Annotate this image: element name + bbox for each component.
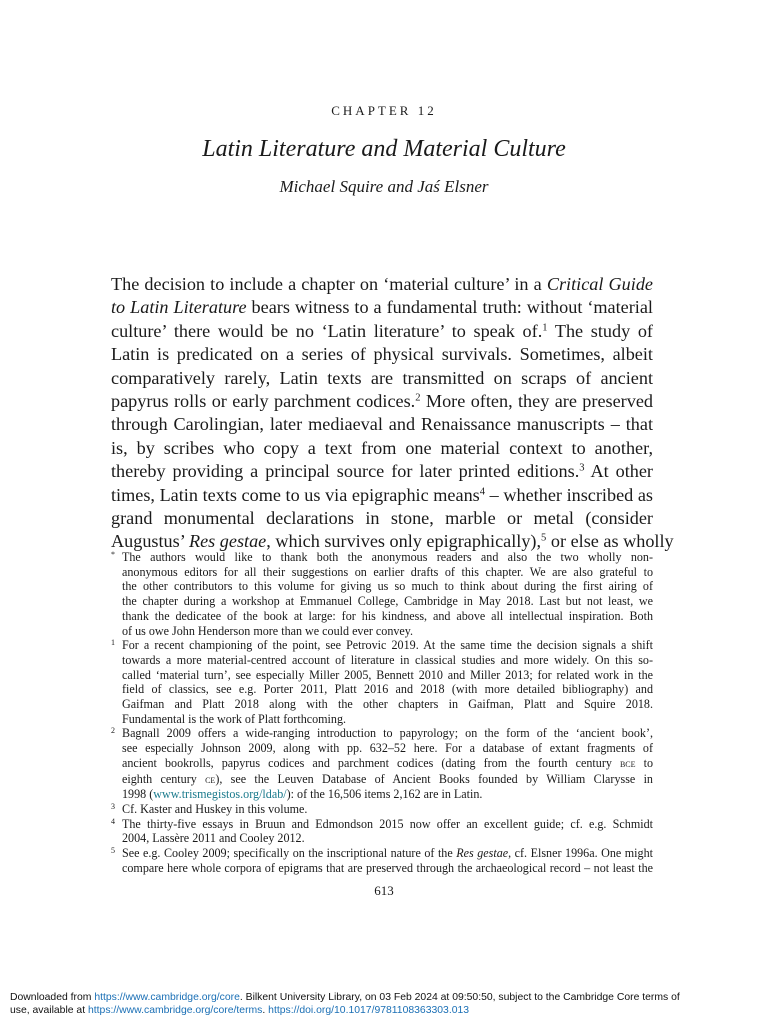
download-notice-line [10, 991, 760, 1004]
footnote-line: see especially Johnson 2009, along with pp. 632–52 here. For a database of extant fragments of [122, 741, 653, 756]
footnote-line: Fundamental is the work of Platt forthcoming. [122, 711, 347, 726]
body-text-segment: – whether inscribed as [485, 484, 653, 505]
body-line: through Carolingian, later mediaeval and Renaissance manuscripts – that [111, 414, 653, 435]
footnote-text-segment: ancient bookrolls, papyrus codices and parchment codices (dating from the fourth century [122, 755, 620, 770]
body-text-segment: bears witness to a fundamental truth: without ‘material [246, 297, 653, 318]
footnote-line: thank the dedicatee of the book at large: for his kindness, and above all intellectual inspiration. Both [122, 608, 653, 623]
footnote-line: Gaifman and Platt 2018 along with the other chapters in Gaifman, Platt and Squire 2018. [122, 697, 653, 712]
footnote-line: 2004, Lassère 2011 and Cooley 2012. [122, 831, 305, 846]
body-text-segment: culture’ there would be no ‘Latin literature’ to speak of. [111, 320, 543, 341]
book-title-italic: Critical Guide [546, 274, 653, 294]
footnote-marker: 2 [111, 726, 115, 736]
footnote-3 [111, 802, 653, 817]
footnote-marker: * [111, 550, 115, 559]
notice-text: Downloaded from [10, 992, 95, 1003]
footnote-line: of us owe John Henderson more than we could ever convey. [122, 623, 414, 638]
footnote-ref-2[interactable]: 2 [415, 392, 421, 404]
body-paragraph [111, 273, 674, 554]
footnote-line [122, 756, 653, 772]
body-text-segment: More often, they are preserved [420, 391, 653, 412]
footnote-line: the chapter during a workshop at Emmanuel College, Cambridge in May 2018. Last but not least, we [122, 594, 653, 609]
body-line [111, 460, 653, 483]
footnote-5 [111, 846, 653, 875]
footnote-line: called ‘material turn’, see especially Miller 2005, Bennett 2010 and Miller 2013; for related work in the [122, 667, 653, 682]
body-text-segment: , which survives only epigraphically), [266, 531, 542, 552]
footnote-line: The thirty-five essays in Bruun and Edmondson 2015 now offer an excellent guide; cf. e.g. Schmidt [122, 816, 653, 831]
footnote-text-segment: See e.g. Cooley 2009; specifically on the inscriptional nature of the [122, 846, 457, 861]
body-text-segment: papyrus rolls or early parchment codices. [111, 391, 416, 412]
page-number: 613 [374, 883, 394, 898]
footnotes [111, 550, 653, 875]
footnote-line [122, 787, 653, 802]
era-abbrev: bce [619, 757, 636, 770]
footnote-text-segment: , cf. Elsner 1996a. One might [508, 846, 654, 861]
footnote-line: anonymous editors for all their suggestions on earlier drafts of this chapter. We are also grateful to [122, 564, 653, 579]
body-text-segment: thereby providing a principal source for later printed editions. [111, 461, 580, 482]
footnote-line: towards a more material-centred account of literature in classical studies and more widely. On this so- [122, 652, 653, 667]
footnote-marker: 3 [111, 801, 115, 811]
download-notice-line [10, 1004, 760, 1017]
footnote-line: Bagnall 2009 offers a wide-ranging introduction to papyrology; on the form of the ‘ancient book’, [122, 726, 653, 741]
download-notice [10, 991, 760, 1018]
footnote-line: Cf. Kaster and Huskey in this volume. [122, 801, 308, 816]
footnote-marker: 5 [111, 846, 115, 856]
footnote-marker: 4 [111, 816, 115, 826]
body-line: grand monumental declarations in stone, marble or metal (consider [111, 508, 653, 529]
body-text-segment: times, Latin texts come to us via epigraphic means [111, 484, 480, 505]
footnote-ref-4[interactable]: 4 [479, 486, 486, 498]
footnote-1 [111, 638, 653, 726]
chapter-authors: Michael Squire and Jaś Elsner [279, 177, 489, 196]
body-text-segment: At other [584, 461, 653, 482]
footnote-4 [111, 817, 653, 846]
footnote-line: The authors would like to thank both the anonymous readers and also the two wholly non- [122, 550, 653, 564]
chapter-title: Latin Literature and Material Culture [202, 136, 566, 162]
terms-link[interactable]: https://www.cambridge.org/core/terms [87, 1005, 263, 1017]
footnote-line [122, 772, 653, 788]
footnote-ref-3[interactable]: 3 [579, 462, 585, 474]
body-line: comparatively rarely, Latin texts are transmitted on scraps of ancient [111, 367, 653, 388]
footnote-2 [111, 726, 653, 802]
footnote-star [111, 550, 653, 638]
notice-text: use, available at [10, 1005, 88, 1017]
body-line [111, 390, 653, 413]
body-line [111, 273, 653, 296]
body-line: is, by scribes who copy a text from one material context to another, [111, 437, 653, 458]
footnote-text-segment: 1998 ( [122, 787, 154, 802]
footnote-line: For a recent championing of the point, see Petrovic 2019. At the same time the decision signals a shift [122, 638, 653, 653]
doi-link[interactable]: https://doi.org/10.1017/9781108363303.013 [268, 1005, 470, 1017]
footnote-text-segment: ): of the 16,506 items 2,162 are in Latin. [286, 787, 483, 802]
body-text-segment: or else as wholly [546, 531, 674, 552]
era-abbrev: ce [205, 773, 216, 786]
footnote-line: compare here whole corpora of epigrams that are preserved through the archaeological record – not least the [122, 860, 653, 875]
footnote-line: field of classics, see e.g. Porter 2011, Platt 2016 and 2018 (with more detailed bibliography) and [122, 682, 653, 697]
body-text-segment: The study of [547, 320, 653, 341]
footnote-line [122, 846, 653, 861]
footnote-text-segment: ), see the Leuven Database of Ancient Books founded by William Clarysse in [215, 771, 653, 786]
body-line [111, 296, 653, 319]
footnote-marker: 1 [111, 638, 115, 648]
work-title-italic: Res gestae [456, 846, 509, 861]
body-line: Latin is predicated on a series of physical survivals. Sometimes, albeit [111, 344, 653, 365]
notice-text: . Bilkent University Library, on 03 Feb 2024 at 09:50:50, subject to the Cambridge Core terms of [239, 992, 680, 1003]
cambridge-core-link[interactable]: https://www.cambridge.org/core [94, 992, 240, 1003]
body-line [111, 484, 653, 507]
notice-text: . [262, 1005, 269, 1017]
footnote-ref-1[interactable]: 1 [542, 322, 548, 334]
chapter-number: CHAPTER 12 [331, 103, 437, 118]
footnote-text-segment: eighth century [122, 771, 206, 786]
ldab-link[interactable]: www.trismegistos.org/ldab/ [153, 787, 287, 802]
footnote-line: the other contributors to this volume for giving us so much to think about during the first airing of [122, 579, 653, 594]
book-title-italic: to Latin Literature [111, 297, 247, 318]
footnote-ref-5[interactable]: 5 [541, 533, 547, 545]
work-title-italic: Res gestae [188, 531, 267, 552]
body-text-segment: Augustus’ [111, 531, 189, 552]
body-line [111, 320, 653, 343]
footnote-text-segment: to [635, 755, 653, 770]
body-text-segment: The decision to include a chapter on ‘material culture’ in a [111, 274, 547, 294]
